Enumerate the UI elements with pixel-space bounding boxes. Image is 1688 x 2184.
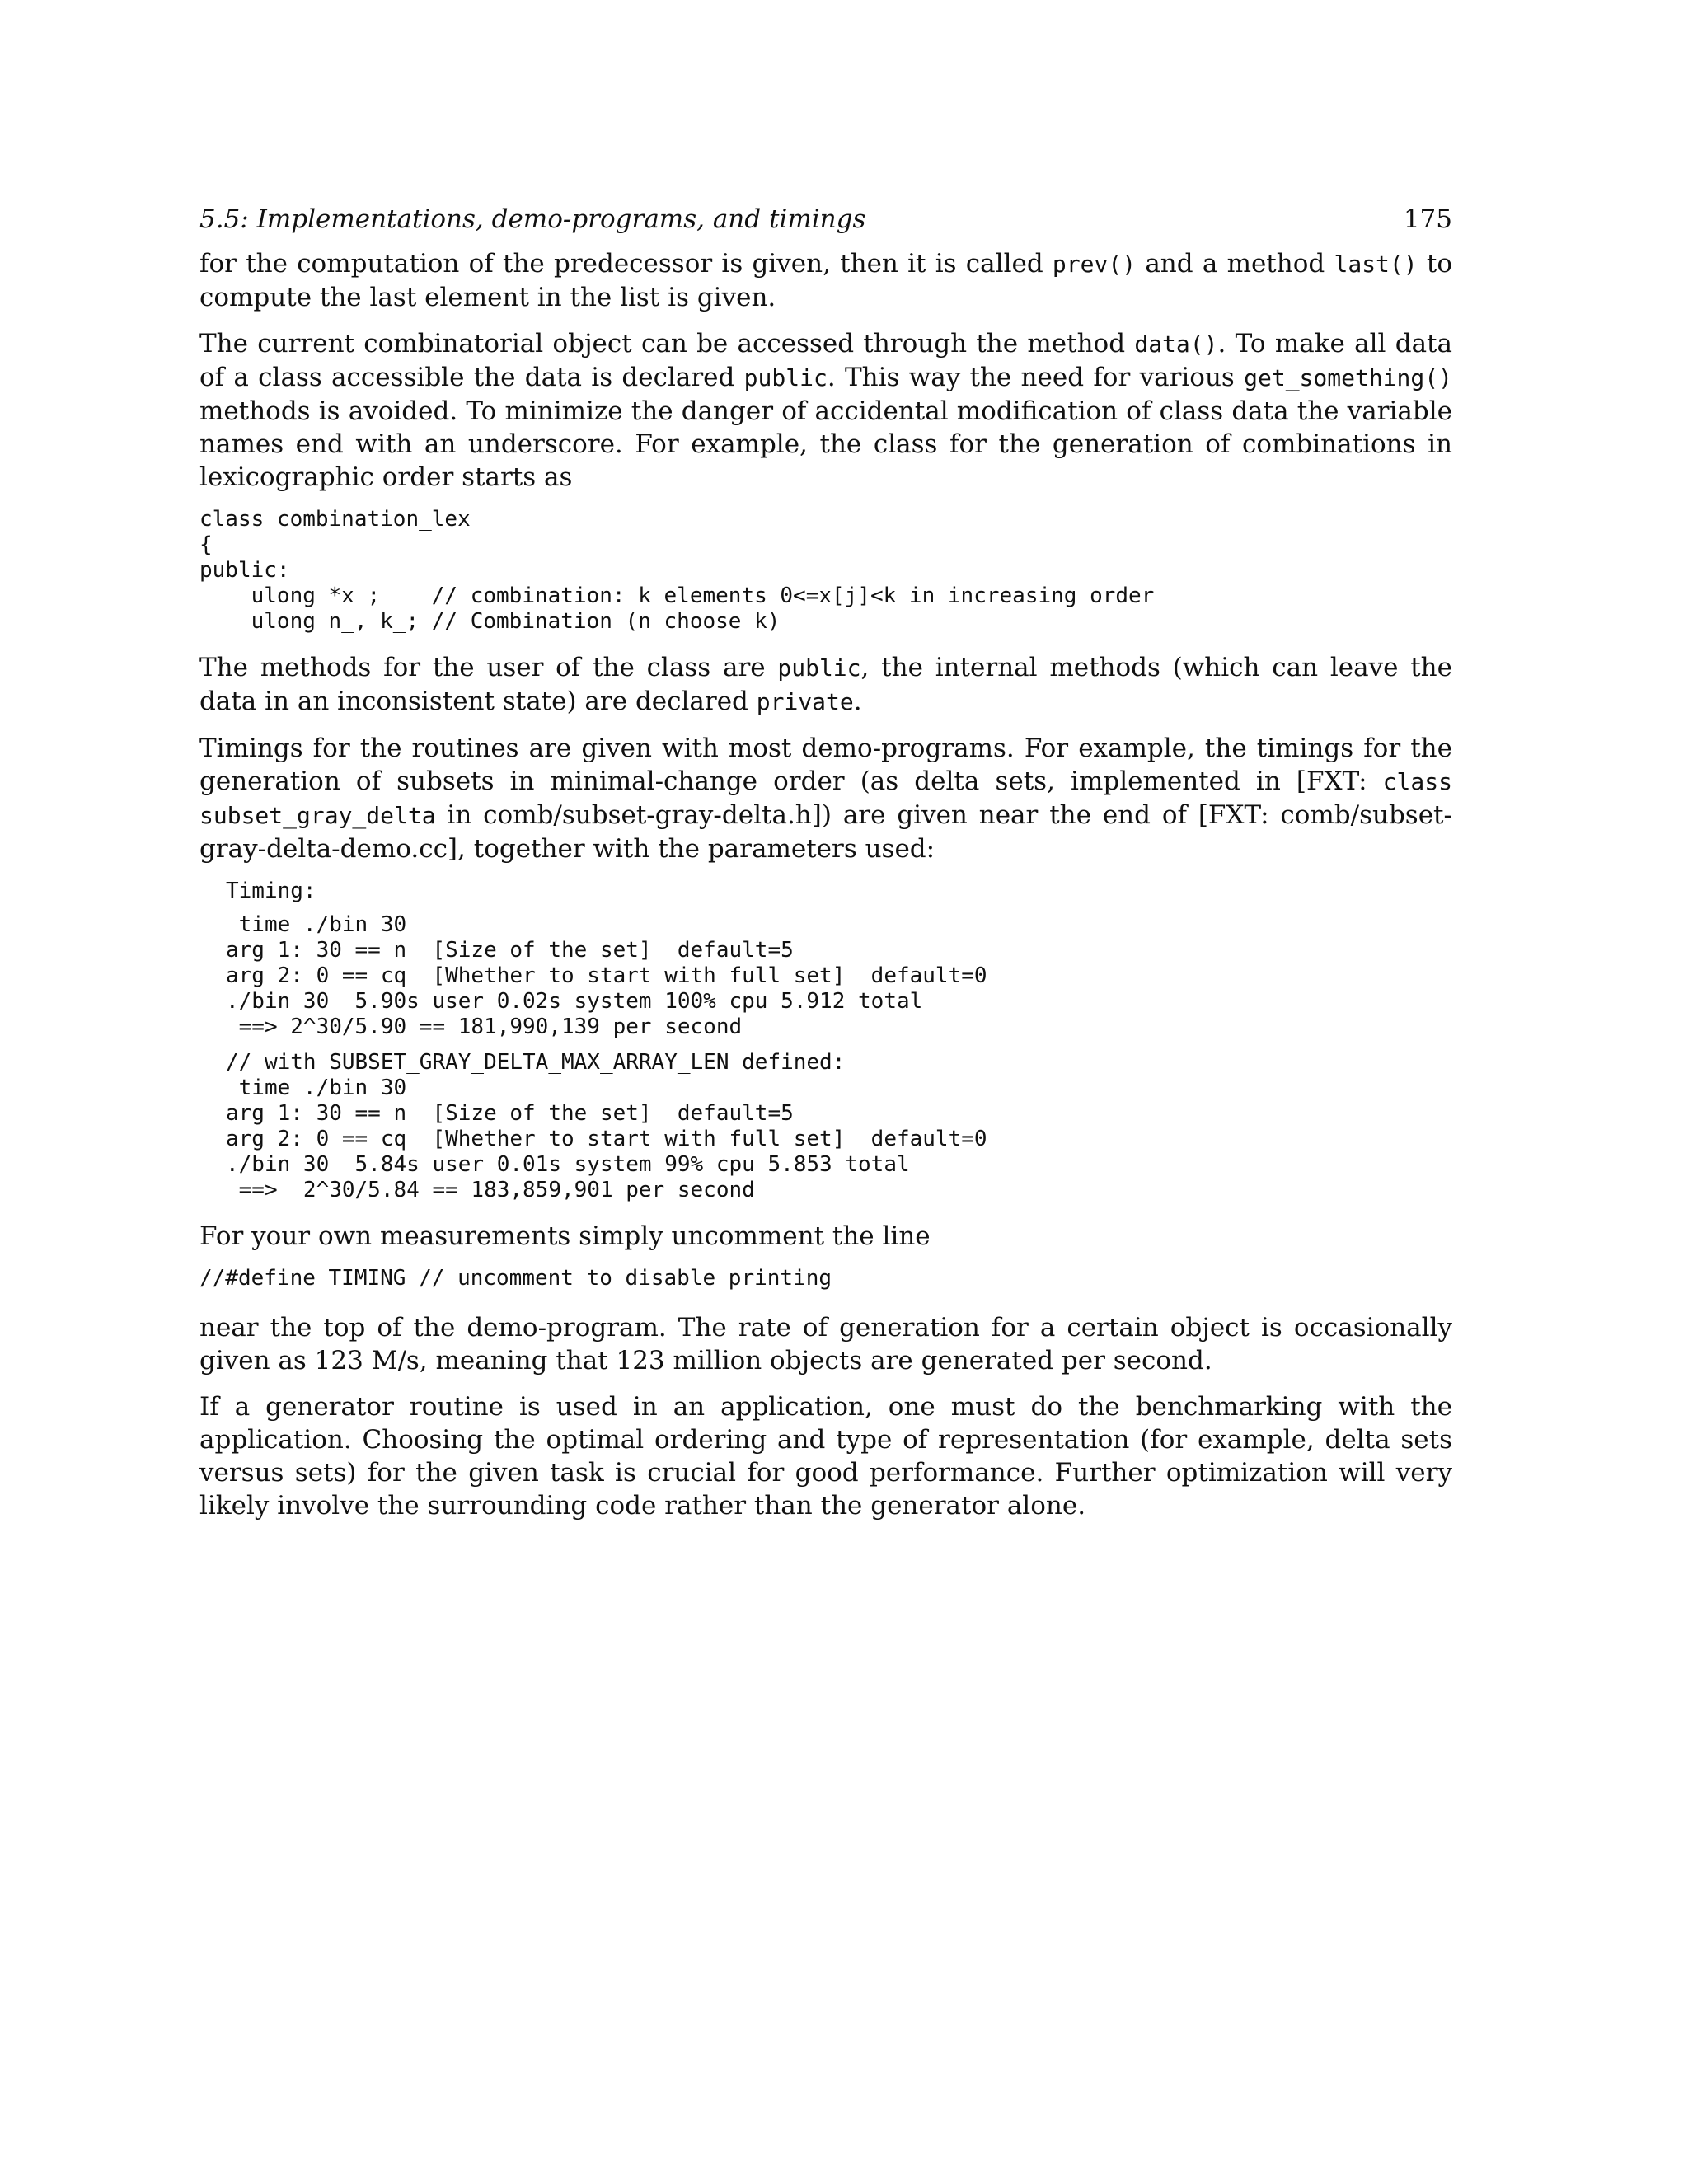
inline-code: prev() [1052,251,1137,278]
section-title: 5.5: Implementations, demo-programs, and timings [199,204,866,234]
inline-code: last() [1334,251,1418,278]
text-run: The current combinatorial object can be accessed through the method [199,329,1135,359]
text-run: Timings for the routines are given with most demo-programs. For example, the timings for the generation of subsets in minimal-change order (as delta sets, implemented in [FXT: [199,733,1452,796]
code-line-define-timing: //#define TIMING // uncomment to disable printing [199,1266,832,1291]
inline-code: public [743,364,828,391]
paragraph-methods [199,651,1452,719]
inline-code: data() [1134,330,1218,358]
running-header [199,198,1452,247]
document-page [199,198,1452,1535]
text-run: . This way the need for various [827,363,1245,392]
paragraph-benchmarking: If a generator routine is used in an application, one must do the benchmarking with the application. Choosing the optimal ordering and type of representation (for example, delta sets versus sets) for the given task is crucial for good performance. Further optimization will very likely involve the surrounding code rather than the generator alone. [199,1392,1452,1521]
paragraph-rate: near the top of the demo-program. The rate of generation for a certain object is occasionally given as 123 M/s, meaning that 123 million objects are generated per second. [199,1313,1452,1376]
paragraph-predecessor [199,247,1452,314]
text-run: and a method [1136,249,1334,279]
code-block-class-definition: class combination_lex { public: ulong *x_; // combination: k elements 0<=x[j]<k in increasing order ulong n_, k_; // Combination (n choose k) [199,507,1155,634]
timing-label: Timing: [226,879,316,903]
text-run: to compute the last element in the list is given. [199,249,1452,312]
paragraph-measurements: For your own measurements simply uncomment the line [199,1221,931,1251]
text-run: . To make all data of a class accessible the data is declared [199,329,1452,392]
inline-code: public [777,654,861,682]
timing-run-max-array-len: // with SUBSET_GRAY_DELTA_MAX_ARRAY_LEN defined: time ./bin 30 arg 1: 30 == n [Size of the set] default=5 arg 2: 0 == cq [Whether to start with full set] default=0 ./bin 30 5.84s user 0.01s system 99% cpu 5.853 total ==> 2^30/5.84 == 183,859,901 per second [226,1050,987,1202]
paragraph-data-access [199,327,1452,494]
page-number: 175 [1403,204,1452,234]
text-run: in comb/subset-gray-delta.h]) are given near the end of [FXT: comb/subset-gray-delta-demo.cc], together with the parameters used: [199,800,1452,864]
timing-output [226,879,1452,1203]
timing-run-default: time ./bin 30 arg 1: 30 == n [Size of the set] default=5 arg 2: 0 == cq [Whether to start with full set] default=0 ./bin 30 5.90s user 0.02s system 100% cpu 5.912 total ==> 2^30/5.90 == 181,990,139 per second [226,912,987,1039]
text-run: The methods for the user of the class are [199,653,778,682]
inline-code: get_something() [1244,364,1452,391]
text-run: for the computation of the predecessor is given, then it is called [199,249,1053,279]
text-run: methods is avoided. To minimize the danger of accidental modification of class data the variable names end with an underscore. For example, the class for the generation of combinations in lexicographic order starts as [199,396,1452,492]
inline-code: private [756,688,854,715]
text-run: . [853,687,862,716]
inline-code: class subset_gray_delta [199,768,1452,829]
text-run: , the internal methods (which can leave the data in an inconsistent state) are declared [199,653,1452,716]
paragraph-timings [199,732,1452,865]
